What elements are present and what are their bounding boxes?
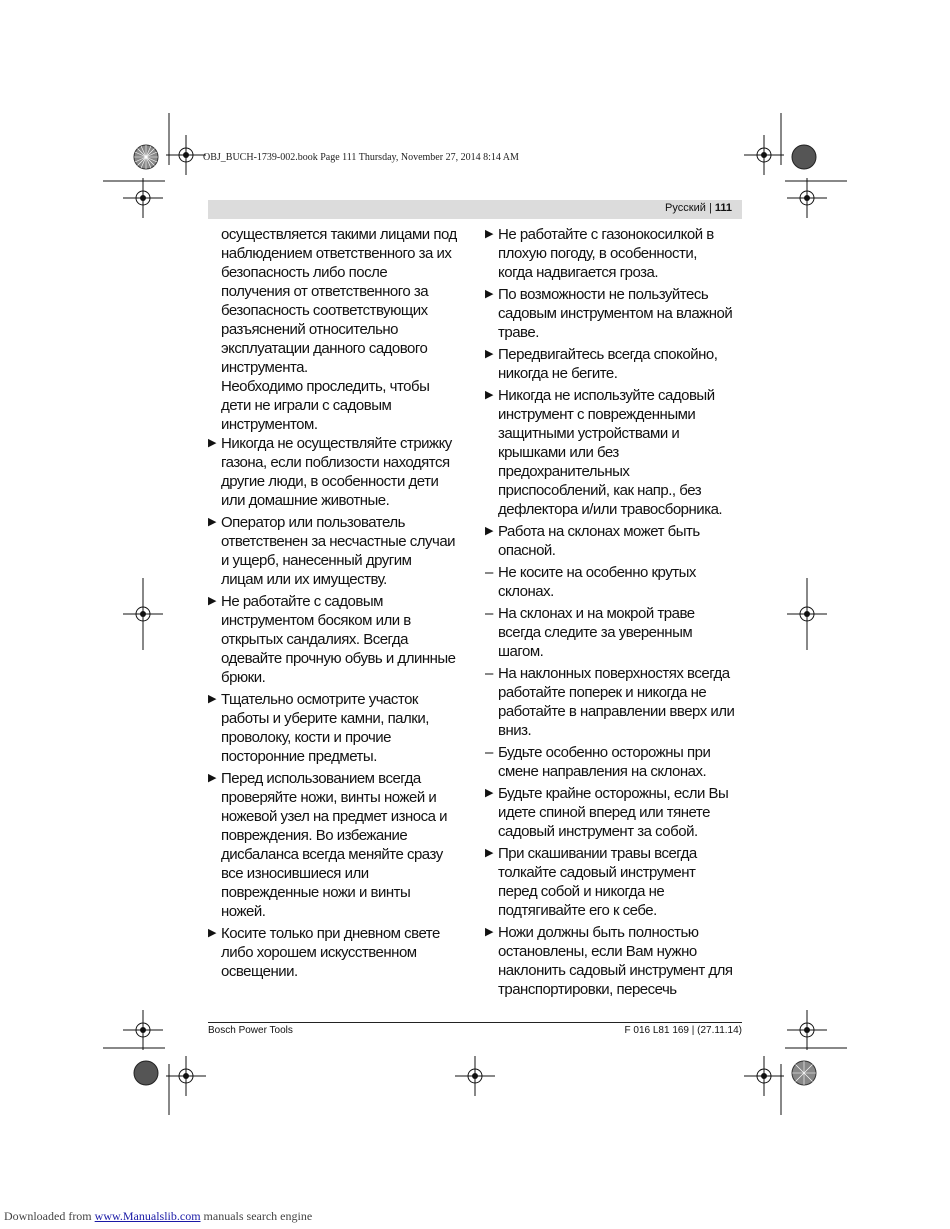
text-line: разъяснений относительно xyxy=(221,321,399,338)
text-line: открытых сандалиях. Всегда xyxy=(221,631,408,648)
bullet-arrow-icon: ▶ xyxy=(208,772,216,784)
text-line: либо хорошем искусственном xyxy=(221,944,417,961)
text-line: защитными устройствами и xyxy=(498,425,680,442)
text-line: На наклонных поверхностях всегда xyxy=(498,665,730,682)
text-line: или домашние животные. xyxy=(221,492,390,509)
text-line: наблюдением ответственного за их xyxy=(221,245,452,262)
text-line: газона, если поблизости находятся xyxy=(221,454,450,471)
text-line: шагом. xyxy=(498,643,544,660)
print-info-line: OBJ_BUCH-1739-002.book Page 111 Thursday, November 27, 2014 8:14 AM xyxy=(203,152,519,163)
text-line: никогда не бегите. xyxy=(498,365,618,382)
text-line: всегда следите за уверенным xyxy=(498,624,693,641)
text-line: инструмента. xyxy=(221,359,308,376)
text-line: осуществляется такими лицами под xyxy=(221,226,457,243)
text-line: работайте поперек и никогда не xyxy=(498,684,707,701)
footer-brand: Bosch Power Tools xyxy=(208,1025,293,1036)
text-line: эксплуатации данного садового xyxy=(221,340,428,357)
text-line: лицам или их имуществу. xyxy=(221,571,387,588)
text-line: Не работайте с газонокосилкой в xyxy=(498,226,714,243)
text-line: работы и уберите камни, палки, xyxy=(221,710,429,727)
bullet-arrow-icon: ▶ xyxy=(208,927,216,939)
text-line: остановлены, если Вам нужно xyxy=(498,943,697,960)
text-line: опасной. xyxy=(498,542,556,559)
text-line: освещении. xyxy=(221,963,298,980)
bullet-arrow-icon: ▶ xyxy=(485,389,493,401)
text-line: Тщательно осмотрите участок xyxy=(221,691,418,708)
text-line: перед собой и никогда не xyxy=(498,883,665,900)
text-line: подтягивайте его к себе. xyxy=(498,902,657,919)
text-line: Работа на склонах может быть xyxy=(498,523,700,540)
text-line: плохую погоду, в особенности, xyxy=(498,245,697,262)
text-line: Будьте крайне осторожны, если Вы xyxy=(498,785,729,802)
text-line: Оператор или пользователь xyxy=(221,514,405,531)
bullet-arrow-icon: ▶ xyxy=(485,847,493,859)
text-line: Не работайте с садовым xyxy=(221,593,383,610)
text-line: повреждения. Во избежание xyxy=(221,827,408,844)
text-line: посторонние предметы. xyxy=(221,748,377,765)
text-line: Необходимо проследить, чтобы xyxy=(221,378,430,395)
header-page-number: 111 xyxy=(714,202,732,214)
text-line: приспособлений, как напр., без xyxy=(498,482,702,499)
text-line: На склонах и на мокрой траве xyxy=(498,605,695,622)
dash-marker: – xyxy=(485,605,493,622)
text-line: безопасность соответствующих xyxy=(221,302,428,319)
text-line: крышками или без xyxy=(498,444,619,461)
text-line: предохранительных xyxy=(498,463,630,480)
text-line: ножей. xyxy=(221,903,266,920)
footer-doc-code: F 016 L81 169 | (27.11.14) xyxy=(624,1025,742,1036)
text-line: ответственен за несчастные случаи xyxy=(221,533,456,550)
header-language: Русский xyxy=(665,202,706,214)
bullet-arrow-icon: ▶ xyxy=(485,228,493,240)
text-line: садовым инструментом на влажной xyxy=(498,305,733,322)
text-line: брюки. xyxy=(221,669,266,686)
manualslib-link[interactable]: www.Manualslib.com xyxy=(94,1209,201,1223)
bullet-arrow-icon: ▶ xyxy=(485,348,493,360)
bullet-arrow-icon: ▶ xyxy=(208,516,216,528)
text-line: траве. xyxy=(498,324,539,341)
text-line: и ущерб, нанесенный другим xyxy=(221,552,412,569)
text-line: склонах. xyxy=(498,583,554,600)
text-line: Никогда не осуществляйте стрижку xyxy=(221,435,452,452)
text-line: инструментом. xyxy=(221,416,318,433)
bullet-arrow-icon: ▶ xyxy=(485,525,493,537)
text-line: По возможности не пользуйтесь xyxy=(498,286,709,303)
text-line: Перед использованием всегда xyxy=(221,770,421,787)
bullet-arrow-icon: ▶ xyxy=(485,787,493,799)
text-line: вниз. xyxy=(498,722,532,739)
text-line: дисбаланса всегда меняйте сразу xyxy=(221,846,443,863)
text-line: транспортировки, пересечь xyxy=(498,981,677,998)
dash-marker: – xyxy=(485,744,493,761)
text-line: Ножи должны быть полностью xyxy=(498,924,699,941)
text-line: другие люди, в особенности дети xyxy=(221,473,439,490)
text-line: работайте в направлении вверх или xyxy=(498,703,735,720)
text-line: когда надвигается гроза. xyxy=(498,264,659,281)
download-suffix: manuals search engine xyxy=(203,1209,313,1223)
download-prefix: Downloaded from xyxy=(4,1209,92,1223)
text-line: Не косите на особенно крутых xyxy=(498,564,696,581)
bullet-arrow-icon: ▶ xyxy=(485,926,493,938)
text-line: получения от ответственного за xyxy=(221,283,429,300)
text-line: проволоку, кости и прочие xyxy=(221,729,391,746)
text-line: инструмент с поврежденными xyxy=(498,406,696,423)
text-line: идете спиной вперед или тянете xyxy=(498,804,710,821)
text-line: безопасность либо после xyxy=(221,264,388,281)
bullet-arrow-icon: ▶ xyxy=(208,595,216,607)
text-line: наклонить садовый инструмент для xyxy=(498,962,733,979)
header-separator: | xyxy=(708,202,712,214)
text-line: Будьте особенно осторожны при xyxy=(498,744,711,761)
text-line: инструментом босяком или в xyxy=(221,612,411,629)
bullet-arrow-icon: ▶ xyxy=(208,693,216,705)
bullet-arrow-icon: ▶ xyxy=(485,288,493,300)
dash-marker: – xyxy=(485,564,493,581)
text-line: При скашивании травы всегда xyxy=(498,845,697,862)
text-line: смене направления на склонах. xyxy=(498,763,707,780)
text-line: садовый инструмент за собой. xyxy=(498,823,698,840)
text-line: Никогда не используйте садовый xyxy=(498,387,715,404)
text-line: одевайте прочную обувь и длинные xyxy=(221,650,456,667)
text-line: все износившиеся или xyxy=(221,865,369,882)
text-line: проверяйте ножи, винты ножей и xyxy=(221,789,437,806)
dash-marker: – xyxy=(485,665,493,682)
text-line: дети не играли с садовым xyxy=(221,397,392,414)
text-line: Передвигайтесь всегда спокойно, xyxy=(498,346,718,363)
bullet-arrow-icon: ▶ xyxy=(208,437,216,449)
text-line: ножевой узел на предмет износа и xyxy=(221,808,447,825)
text-line: поврежденные ножи и винты xyxy=(221,884,411,901)
text-line: толкайте садовый инструмент xyxy=(498,864,696,881)
text-line: Косите только при дневном свете xyxy=(221,925,440,942)
text-line: дефлектора и/или травосборника. xyxy=(498,501,723,518)
